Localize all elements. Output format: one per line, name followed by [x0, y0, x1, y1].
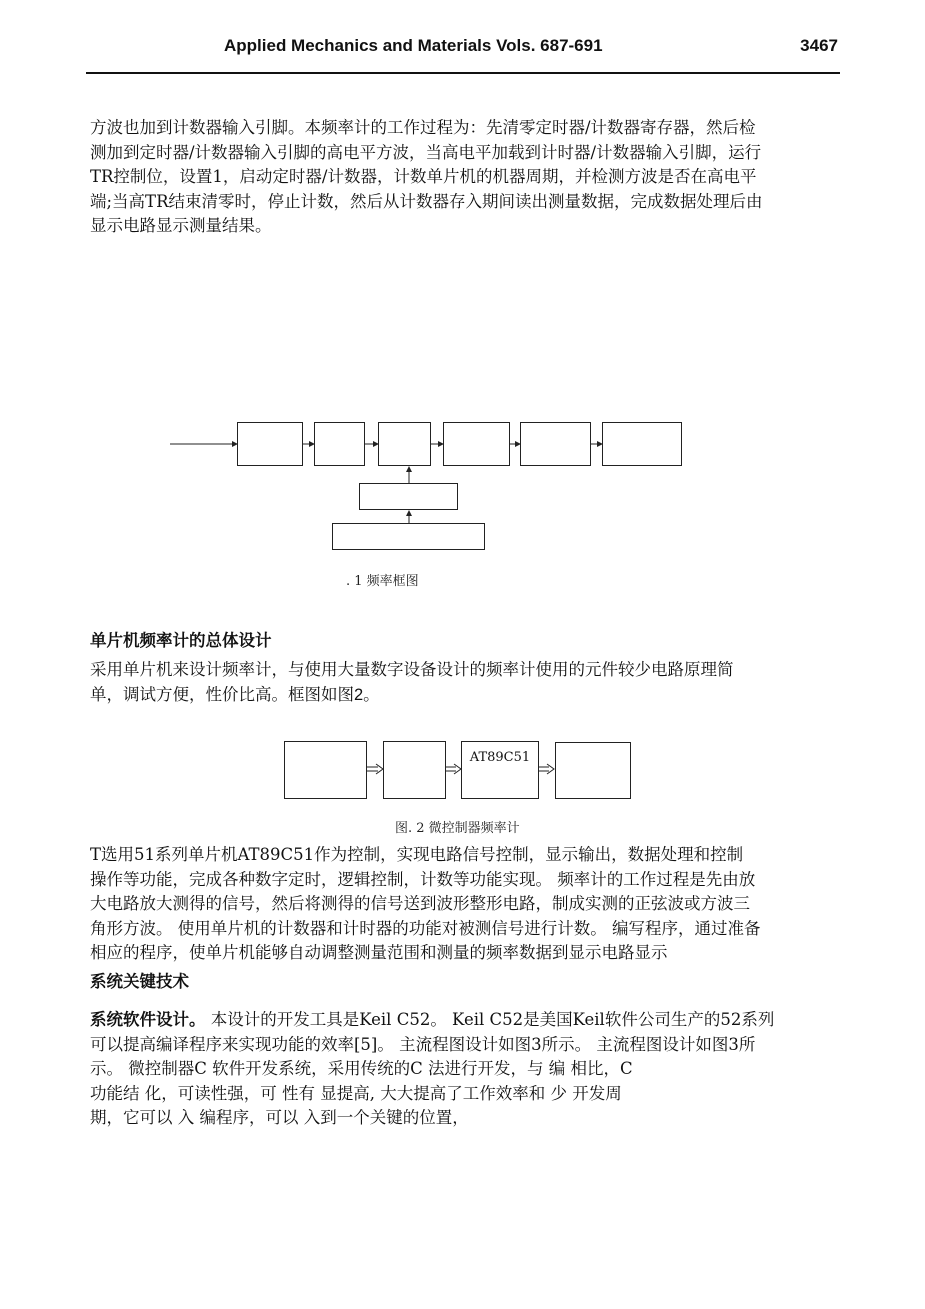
text-line: 角形方波。 使用单片机的计数器和计时器的功能对被测信号进行计数。 编写程序，通过准备	[90, 918, 761, 938]
microcontroller-block	[461, 741, 539, 799]
software-paragraph	[90, 1008, 842, 1131]
diagram-block	[555, 742, 631, 799]
double-arrow	[539, 764, 554, 774]
text-line: TR控制位，设置1，启动定时器/计数器，计数单片机的机器周期，并检测方波是否在高电平	[90, 167, 757, 186]
text-line: 相应的程序，使单片机能够自动调整测量范围和测量的频率数据到显示电路显示	[90, 943, 668, 962]
run-in-heading: 系统软件设计。	[90, 1011, 206, 1029]
text-line: 单，调试方便，性价比高。框图如图2。	[90, 685, 380, 704]
text-line: 显示电路显示测量结果。	[90, 216, 272, 235]
text-line: 示。 微控制器C 软件开发系统，采用传统的C 法进行开发，与 编 相比，C	[90, 1059, 633, 1078]
chip-label: AT89C51	[469, 750, 531, 765]
text-line: 端;当高TR结束清零时，停止计数，然后从计数器存入期间读出测量数据，完成数据处理后由	[90, 191, 763, 211]
diagram-block	[383, 741, 446, 799]
double-arrow	[446, 764, 461, 774]
text-line: 操作等功能，完成各种数字定时，逻辑控制，计数等功能实现。 频率计的工作过程是先由放	[90, 869, 756, 889]
text-line	[90, 1008, 842, 1033]
section-1-body	[90, 843, 842, 966]
text-line: 期，它可以 入 编程序，可以 入到一个关键的位置，	[90, 1108, 469, 1127]
section-heading: 单片机频率计的总体设计	[90, 632, 272, 650]
text-line: 方波也加到计数器输入引脚。本频率计的工作过程为：先清零定时器/计数器寄存器，然后检	[90, 118, 756, 137]
text-line: 采用单片机来设计频率计，与使用大量数字设备设计的频率计使用的元件较少电路原理简	[90, 661, 734, 679]
text-line: 测加到定时器/计数器输入引脚的高电平方波，当高电平加载到计时器/计数器输入引脚，运行	[90, 142, 762, 162]
text-line: T选用51系列单片机AT89C51作为控制，实现电路信号控制，显示输出，数据处理和控制	[90, 845, 744, 864]
journal-title: Applied Mechanics and Materials Vols. 687-691	[224, 36, 603, 55]
text-run: 本设计的开发工具是Keil C52。 Keil C52是美国Keil软件公司生产的52系列	[205, 1010, 775, 1029]
double-arrow	[367, 764, 383, 774]
figure-2-caption: 图. 2 微控制器频率计	[395, 821, 520, 836]
text-line: 可以提高编译程序来实现功能的效率[5]。 主流程图设计如图3所示。 主流程图设计如图3所	[90, 1034, 756, 1054]
text-line: 大电路放大测得的信号，然后将测得的信号送到波形整形电路，制成实测的正弦波或方波三	[90, 894, 750, 913]
text-line: 功能结 化，可读性强，可 性有 显提高, 大大提高了工作效率和 少 开发周	[90, 1083, 622, 1103]
section-heading: 系统关键技术	[90, 973, 189, 991]
figure-1-caption: . 1 频率框图	[346, 574, 419, 589]
diagram-block	[284, 741, 367, 799]
page-number: 3467	[800, 36, 838, 55]
